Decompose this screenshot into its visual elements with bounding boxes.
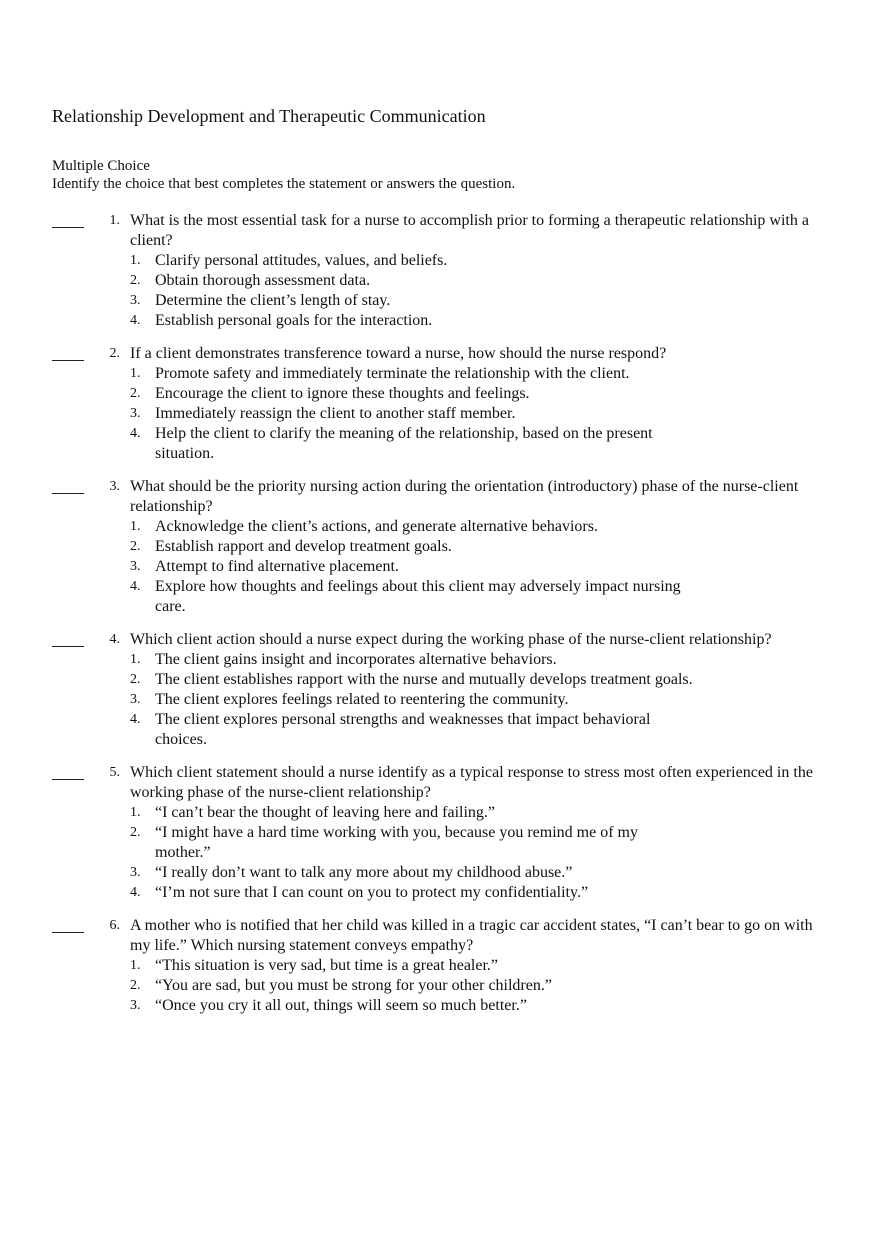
option-text: “This situation is very sad, but time is a great healer.” [155, 957, 499, 974]
answer-option [130, 976, 842, 996]
answer-option [130, 690, 842, 710]
answer-option [130, 291, 842, 311]
question-number: 4. [109, 632, 120, 647]
answer-option [130, 996, 842, 1016]
option-number: 4. [130, 579, 141, 594]
option-text: Acknowledge the client’s actions, and generate alternative behaviors. [155, 518, 598, 535]
option-number: 3. [130, 406, 141, 421]
answer-option [130, 710, 842, 750]
question-stem: A mother who is notified that her child was killed in a tragic car accident states, “I can’t bear to go on with my life.” Which nursing statement conveys empathy? [130, 917, 813, 954]
answer-option [130, 271, 842, 291]
answer-blank[interactable] [52, 477, 84, 497]
option-text: Establish rapport and develop treatment goals. [155, 538, 452, 555]
option-text: The client explores personal strengths and weaknesses that impact behavioral choices. [155, 711, 651, 748]
option-number: 1. [130, 805, 141, 820]
section-header [52, 157, 515, 193]
option-number: 3. [130, 692, 141, 707]
option-number: 2. [130, 539, 141, 554]
option-text: “I can’t bear the thought of leaving here and failing.” [155, 804, 496, 821]
option-number: 3. [130, 559, 141, 574]
answer-option [130, 803, 842, 823]
option-list [130, 251, 842, 331]
answer-blank[interactable] [52, 763, 84, 783]
option-number: 4. [130, 426, 141, 441]
question-3 [52, 477, 842, 617]
option-text: “I’m not sure that I can count on you to protect my confidentiality.” [155, 884, 589, 901]
answer-option [130, 650, 842, 670]
answer-option [130, 364, 842, 384]
option-text: The client gains insight and incorporates alternative behaviors. [155, 651, 557, 668]
question-stem: Which client statement should a nurse identify as a typical response to stress most often experienced in the working phase of the nurse-client relationship? [130, 764, 813, 801]
option-number: 3. [130, 293, 141, 308]
option-text: Promote safety and immediately terminate the relationship with the client. [155, 365, 630, 382]
question-stem: What should be the priority nursing action during the orientation (introductory) phase of the nurse-client relationship? [130, 478, 799, 515]
option-text: The client explores feelings related to reentering the community. [155, 691, 569, 708]
option-number: 2. [130, 386, 141, 401]
answer-blank[interactable] [52, 344, 84, 364]
answer-option [130, 823, 842, 863]
option-list [130, 364, 842, 464]
answer-option [130, 883, 842, 903]
option-text: Clarify personal attitudes, values, and beliefs. [155, 252, 448, 269]
option-text: “You are sad, but you must be strong for your other children.” [155, 977, 552, 994]
question-stem: Which client action should a nurse expect during the working phase of the nurse-client relationship? [130, 631, 772, 648]
option-list [130, 956, 842, 1016]
answer-option [130, 424, 842, 464]
question-number: 2. [109, 346, 120, 361]
option-text: Immediately reassign the client to another staff member. [155, 405, 516, 422]
answer-option [130, 404, 842, 424]
option-text: Establish personal goals for the interaction. [155, 312, 433, 329]
question-number: 3. [109, 479, 120, 494]
option-number: 1. [130, 652, 141, 667]
answer-option [130, 517, 842, 537]
answer-option [130, 311, 842, 331]
question-5 [52, 763, 842, 903]
option-text: Help the client to clarify the meaning of the relationship, based on the present situation. [155, 425, 653, 462]
document-title: Relationship Development and Therapeutic Communication [52, 106, 486, 126]
answer-option [130, 557, 842, 577]
option-number: 2. [130, 273, 141, 288]
question-6 [52, 916, 842, 1016]
option-number: 2. [130, 825, 141, 840]
answer-blank[interactable] [52, 211, 84, 231]
option-number: 1. [130, 958, 141, 973]
option-number: 4. [130, 885, 141, 900]
option-number: 2. [130, 672, 141, 687]
answer-blank[interactable] [52, 916, 84, 936]
question-stem: What is the most essential task for a nurse to accomplish prior to forming a therapeutic relationship with a client? [130, 212, 809, 249]
answer-blank[interactable] [52, 630, 84, 650]
option-text: Explore how thoughts and feelings about this client may adversely impact nursing care. [155, 578, 681, 615]
section-heading: Multiple Choice [52, 158, 150, 174]
option-text: Encourage the client to ignore these thoughts and feelings. [155, 385, 530, 402]
option-text: Determine the client’s length of stay. [155, 292, 391, 309]
question-1 [52, 211, 842, 331]
option-number: 1. [130, 519, 141, 534]
question-list [52, 211, 842, 1029]
answer-option [130, 956, 842, 976]
answer-option [130, 384, 842, 404]
option-text: The client establishes rapport with the nurse and mutually develops treatment goals. [155, 671, 693, 688]
option-list [130, 803, 842, 903]
option-number: 1. [130, 366, 141, 381]
option-number: 3. [130, 998, 141, 1013]
question-number: 6. [109, 918, 120, 933]
section-instructions: Identify the choice that best completes the statement or answers the question. [52, 176, 516, 192]
option-text: Attempt to find alternative placement. [155, 558, 399, 575]
question-stem: If a client demonstrates transference toward a nurse, how should the nurse respond? [130, 345, 667, 362]
option-number: 1. [130, 253, 141, 268]
question-number: 1. [109, 213, 120, 228]
option-number: 2. [130, 978, 141, 993]
answer-option [130, 251, 842, 271]
question-number: 5. [109, 765, 120, 780]
answer-option [130, 670, 842, 690]
question-4 [52, 630, 842, 750]
answer-option [130, 577, 842, 617]
answer-option [130, 537, 842, 557]
option-text: “I really don’t want to talk any more about my childhood abuse.” [155, 864, 573, 881]
option-list [130, 650, 842, 750]
question-2 [52, 344, 842, 464]
option-text: “Once you cry it all out, things will seem so much better.” [155, 997, 527, 1014]
option-number: 3. [130, 865, 141, 880]
option-list [130, 517, 842, 617]
option-number: 4. [130, 712, 141, 727]
option-text: “I might have a hard time working with you, because you remind me of my mother.” [155, 824, 638, 861]
answer-option [130, 863, 842, 883]
option-number: 4. [130, 313, 141, 328]
option-text: Obtain thorough assessment data. [155, 272, 371, 289]
